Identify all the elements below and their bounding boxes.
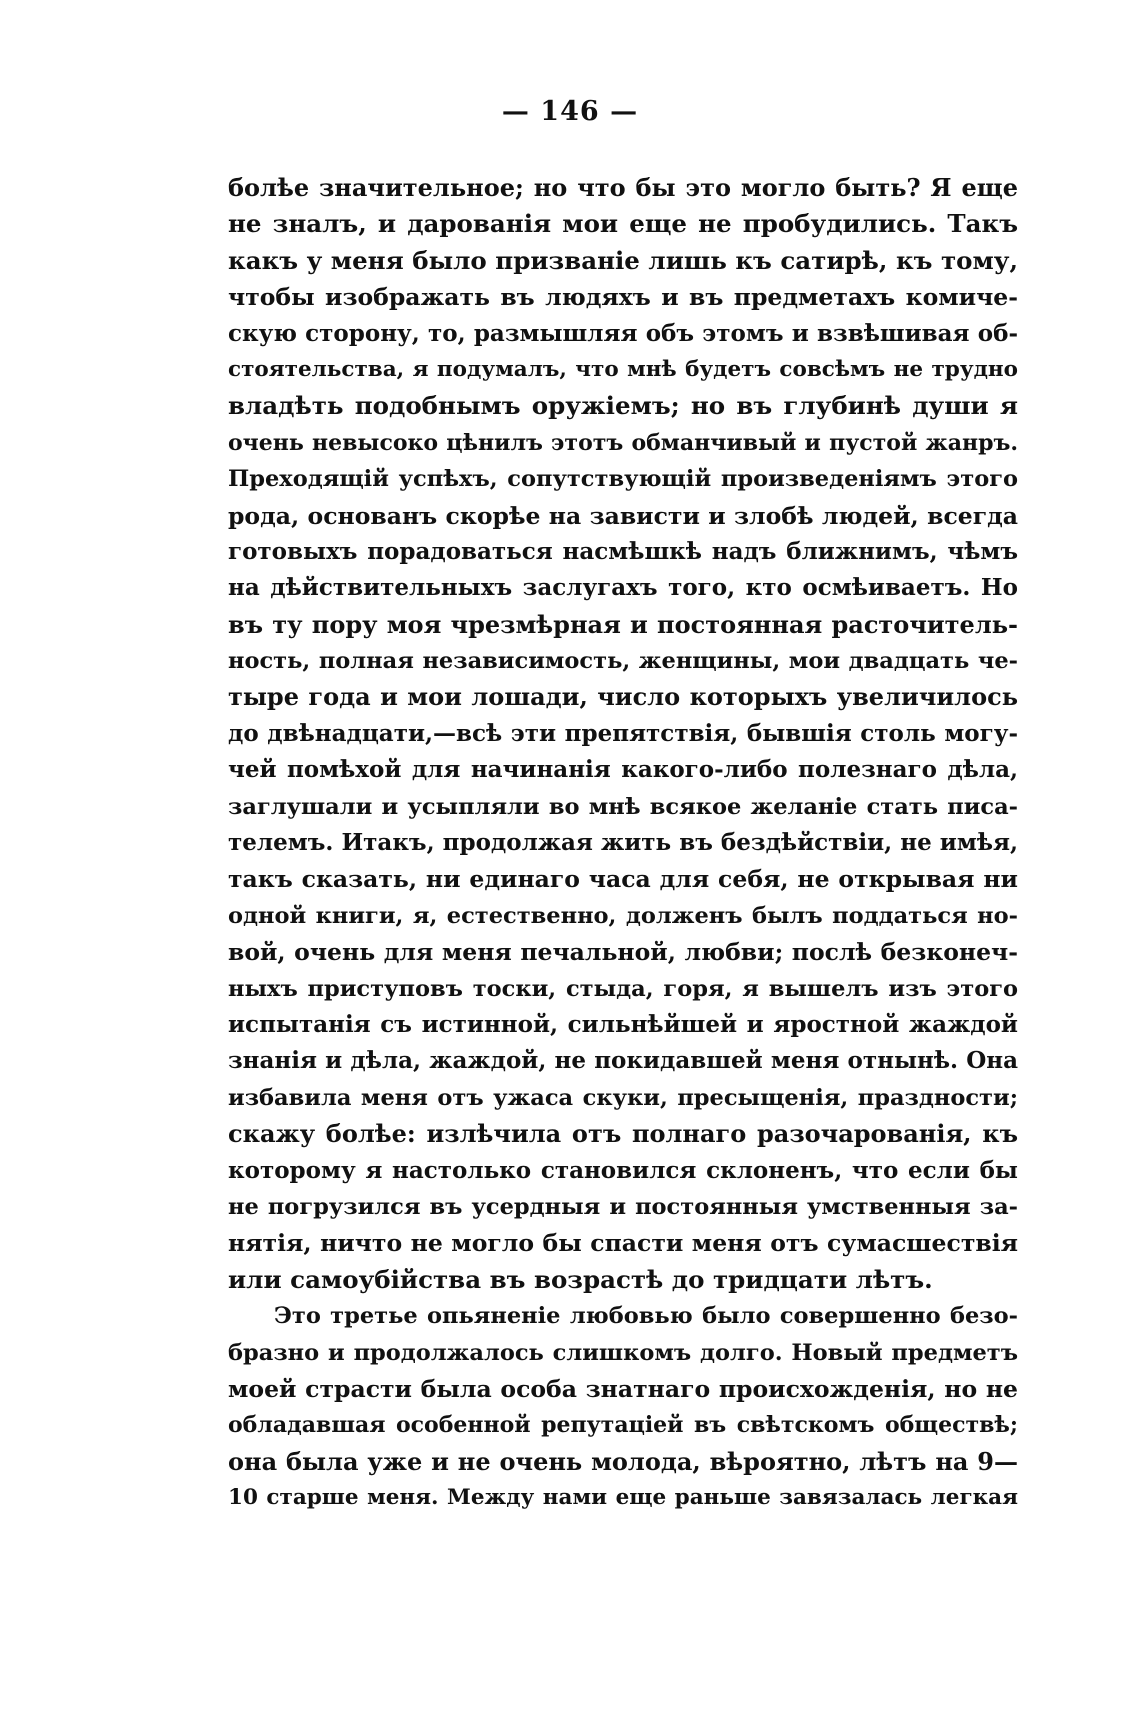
- text-line: владѣть подобнымъ оружіемъ; но въ глубинѣ души я: [228, 391, 1018, 421]
- text-line: заглушали и усыпляли во мнѣ всякое желаніе стать писа-: [228, 793, 1018, 820]
- text-line: чей помѣхой для начинанія какого-либо полезнаго дѣла,: [228, 756, 1018, 784]
- text-line: испытанія съ истинной, сильнѣйшей и яростной жаждой: [228, 1010, 1018, 1038]
- text-line: нятія, ничто не могло бы спасти меня отъ сумасшествія: [228, 1229, 1018, 1258]
- text-line: телемъ. Итакъ, продолжая жить въ бездѣйствіи, не имѣя,: [228, 829, 1018, 857]
- text-line: не зналъ, и дарованія мои еще не пробудились. Такъ: [228, 209, 1018, 239]
- text-line: рода, основанъ скорѣе на зависти и злобѣ людей, всегда: [228, 501, 1018, 530]
- text-line: какъ у меня было призваніе лишь къ сатирѣ, къ тому,: [228, 245, 1018, 275]
- text-line: тыре года и мои лошади, число которыхъ увеличилось: [228, 682, 1018, 712]
- text-line: готовыхъ порадоваться насмѣшкѣ надъ ближнимъ, чѣмъ: [228, 537, 1018, 565]
- text-line: чтобы изображать въ людяхъ и въ предметахъ комиче-: [228, 283, 1018, 312]
- text-line: или самоубійства въ возрастѣ до тридцати лѣтъ.: [228, 1264, 933, 1294]
- text-line-paragraph-start: Это третье опьяненіе любовью было совершенно безо-: [274, 1303, 1018, 1330]
- text-line: такъ сказать, ни единаго часа для себя, не открывая ни: [228, 865, 1018, 894]
- text-line: обладавшая особенной репутаціей въ свѣтскомъ обществѣ;: [228, 1412, 1018, 1439]
- text-line: скажу болѣе: излѣчила отъ полнаго разочарованія, къ: [228, 1119, 1018, 1149]
- text-line: въ ту пору моя чрезмѣрная и постоянная расточитель-: [228, 609, 1018, 639]
- text-line: знанія и дѣла, жаждой, не покидавшей меня отнынѣ. Она: [228, 1047, 1018, 1075]
- body-text: [228, 170, 1018, 1516]
- text-line: очень невысоко цѣнилъ этотъ обманчивый и пустой жанръ.: [228, 429, 1018, 456]
- text-line: не погрузился въ усердныя и постоянныя умственныя за-: [228, 1193, 1018, 1220]
- text-line: на дѣйствительныхъ заслугахъ того, кто осмѣиваетъ. Но: [228, 574, 1018, 602]
- text-line: ность, полная независимость, женщины, мои двадцать че-: [228, 648, 1018, 675]
- text-line: скую сторону, то, размышляя объ этомъ и взвѣшивая об-: [228, 319, 1018, 347]
- text-line: стоятельства, я подумалъ, что мнѣ будетъ совсѣмъ не трудно: [228, 356, 1018, 382]
- text-line: до двѣнадцати,—всѣ эти препятствія, бывшія столь могу-: [228, 719, 1018, 747]
- text-line: ныхъ приступовъ тоски, стыда, горя, я вышелъ изъ этого: [228, 975, 1018, 1002]
- text-line: избавила меня отъ ужаса скуки, пресыщенія, праздности;: [228, 1084, 1018, 1111]
- text-line: она была уже и не очень молода, вѣроятно, лѣтъ на 9—: [228, 1446, 1018, 1476]
- text-line: бразно и продолжалось слишкомъ долго. Новый предметъ: [228, 1339, 1018, 1366]
- text-line: моей страсти была особа знатнаго происхожденія, но не: [228, 1374, 1018, 1403]
- text-line: Преходящій успѣхъ, сопутствующій произведеніямъ этого: [228, 466, 1018, 493]
- page-number: — 146 —: [501, 96, 639, 127]
- text-line: болѣе значительное; но что бы это могло быть? Я еще: [228, 173, 1018, 202]
- text-line: 10 старше меня. Между нами еще раньше завязалась легкая: [228, 1485, 1018, 1511]
- text-line: которому я настолько становился склоненъ, что если бы: [228, 1156, 1018, 1184]
- text-line: вой, очень для меня печальной, любви; послѣ безконеч-: [228, 938, 1018, 967]
- text-line: одной книги, я, естественно, долженъ былъ поддаться но-: [228, 902, 1018, 929]
